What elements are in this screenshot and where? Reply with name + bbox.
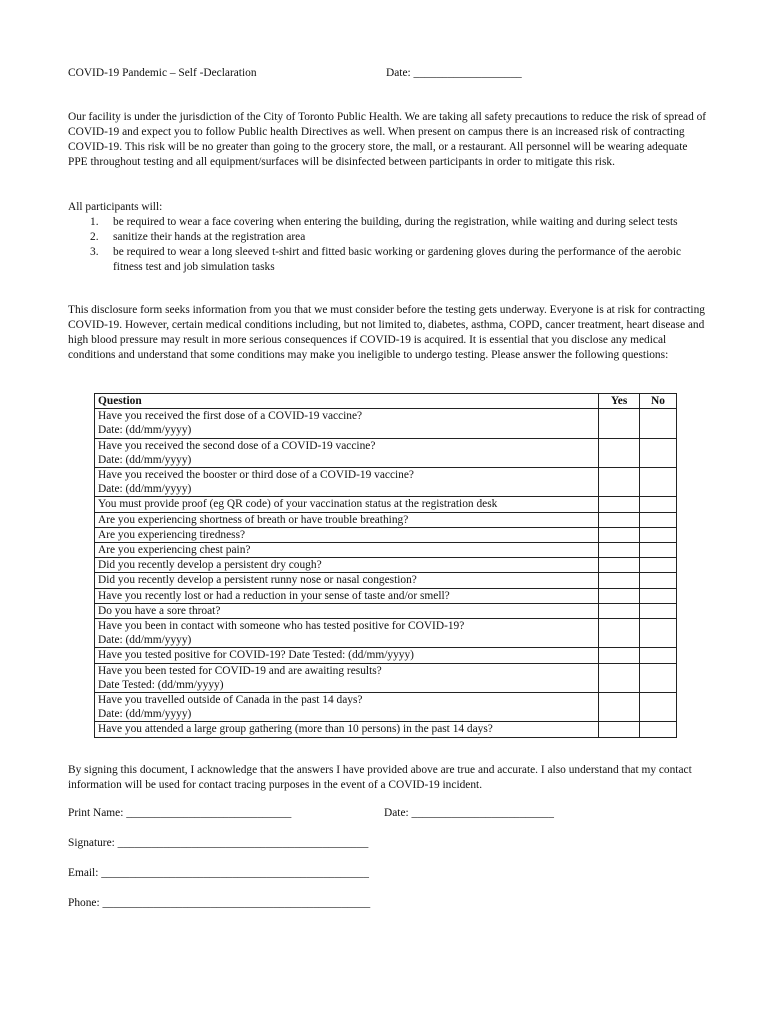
- question-cell: [95, 648, 599, 663]
- table-row: [95, 603, 677, 618]
- table-row: [95, 558, 677, 573]
- table-row: [95, 663, 677, 692]
- questions-table-body: [95, 409, 677, 737]
- no-answer-cell[interactable]: [640, 497, 677, 512]
- question-text: Did you recently develop a persistent dry cough?: [98, 559, 322, 572]
- question-cell: [95, 619, 599, 648]
- list-number: 1.: [90, 216, 99, 228]
- acknowledgement-paragraph: [68, 763, 708, 793]
- question-text: Date: (dd/mm/yyyy): [98, 708, 192, 721]
- page-header: [68, 66, 708, 82]
- yes-answer-cell[interactable]: [599, 722, 640, 737]
- header-date: [386, 66, 522, 81]
- no-answer-cell[interactable]: [640, 588, 677, 603]
- yes-answer-cell[interactable]: [599, 588, 640, 603]
- question-text: Have you been tested for COVID-19 and are awaiting results?: [98, 664, 382, 677]
- table-row: [95, 468, 677, 497]
- phone-field[interactable]: Phone: _______________________________________________: [68, 897, 371, 909]
- table-row: [95, 588, 677, 603]
- yes-answer-cell[interactable]: [599, 619, 640, 648]
- table-row: [95, 722, 677, 737]
- question-text: Are you experiencing chest pain?: [98, 544, 251, 557]
- disclosure-text: This disclosure form seeks information from you that we must consider before the testing gets underway. Everyone is at risk for contracting COVID-19. However, certain medical conditions including, but not limited to, diabetes, asthma, COPD, cancer treatment, heart disease and high blood pressure may result in more serious consequences if COVID-19 is acquired. It is essential that you disclose any medical conditions and understand that some conditions may make you ineligible to undergo testing. Please answer the following questions:: [68, 304, 705, 361]
- table-row: [95, 497, 677, 512]
- question-cell: [95, 438, 599, 467]
- no-answer-cell[interactable]: [640, 619, 677, 648]
- no-answer-cell[interactable]: [640, 722, 677, 737]
- header-date-label: Date:: [386, 67, 411, 79]
- question-text: Have you recently lost or had a reduction in your sense of taste and/or smell?: [98, 589, 450, 602]
- question-text: Are you experiencing shortness of breath or have trouble breathing?: [98, 513, 409, 526]
- no-answer-cell[interactable]: [640, 438, 677, 467]
- yes-answer-cell[interactable]: [599, 693, 640, 722]
- table-row: [95, 543, 677, 558]
- table-row: [95, 619, 677, 648]
- yes-answer-cell[interactable]: [599, 603, 640, 618]
- no-answer-cell[interactable]: [640, 468, 677, 497]
- no-answer-cell[interactable]: [640, 693, 677, 722]
- question-cell: [95, 573, 599, 588]
- question-text: Have you tested positive for COVID-19? Date Tested: (dd/mm/yyyy): [98, 649, 414, 662]
- question-cell: [95, 588, 599, 603]
- question-cell: [95, 558, 599, 573]
- intro-text: Our facility is under the jurisdiction of the City of Toronto Public Health. We are taking all safety precautions to reduce the risk of spread of COVID-19 and expect you to follow Public health Directives as well. When present on campus there is an increased risk of contracting COVID-19. This risk will be no greater than going to the grocery store, the mall, or a restaurant. All personnel will be wearing adequate PPE throughout testing and all equipment/surfaces will be disinfected between participants in order to mitigate this risk.: [68, 111, 707, 168]
- question-text: You must provide proof (eg QR code) of your vaccination status at the registration desk: [98, 498, 498, 511]
- question-cell: [95, 722, 599, 737]
- yes-answer-cell[interactable]: [599, 497, 640, 512]
- no-answer-cell[interactable]: [640, 558, 677, 573]
- table-row: [95, 527, 677, 542]
- question-text: Date: (dd/mm/yyyy): [98, 634, 192, 647]
- yes-answer-cell[interactable]: [599, 648, 640, 663]
- question-cell: [95, 512, 599, 527]
- yes-answer-cell[interactable]: [599, 558, 640, 573]
- table-row: [95, 438, 677, 467]
- yes-answer-cell[interactable]: [599, 409, 640, 438]
- acknowledgement-text: By signing this document, I acknowledge that the answers I have provided above are true and accurate. I also understand that my contact information will be used for contact tracing purposes in the event of a COVID-19 incident.: [68, 764, 692, 791]
- list-item: [68, 245, 708, 275]
- question-text: Date: (dd/mm/yyyy): [98, 424, 192, 437]
- column-header-question: Question: [95, 394, 599, 409]
- no-answer-cell[interactable]: [640, 603, 677, 618]
- participants-heading: All participants will:: [68, 201, 163, 213]
- yes-answer-cell[interactable]: [599, 468, 640, 497]
- yes-answer-cell[interactable]: [599, 663, 640, 692]
- signature-field[interactable]: Signature: ____________________________________________: [68, 837, 369, 849]
- no-answer-cell[interactable]: [640, 527, 677, 542]
- list-number: 2.: [90, 231, 99, 243]
- list-item-text: sanitize their hands at the registration area: [113, 231, 306, 243]
- question-text: Have you received the second dose of a COVID-19 vaccine?: [98, 439, 376, 452]
- document-title: COVID-19 Pandemic – Self -Declaration: [68, 67, 257, 79]
- header-date-line[interactable]: ___________________: [413, 67, 522, 79]
- table-row: [95, 648, 677, 663]
- question-text: Date Tested: (dd/mm/yyyy): [98, 678, 224, 691]
- question-text: Did you recently develop a persistent runny nose or nasal congestion?: [98, 574, 417, 587]
- signing-date-field[interactable]: Date: _________________________: [384, 807, 554, 819]
- question-cell: [95, 663, 599, 692]
- table-row: [95, 693, 677, 722]
- yes-answer-cell[interactable]: [599, 512, 640, 527]
- question-cell: [95, 409, 599, 438]
- no-answer-cell[interactable]: [640, 648, 677, 663]
- question-cell: [95, 497, 599, 512]
- yes-answer-cell[interactable]: [599, 543, 640, 558]
- list-number: 3.: [90, 246, 99, 258]
- print-name-field[interactable]: Print Name: _____________________________: [68, 807, 292, 819]
- question-text: Have you received the first dose of a COVID-19 vaccine?: [98, 410, 363, 423]
- table-row: [95, 573, 677, 588]
- question-text: Date: (dd/mm/yyyy): [98, 453, 192, 466]
- column-header-yes: Yes: [599, 394, 640, 409]
- email-field[interactable]: Email: _______________________________________________: [68, 867, 369, 879]
- yes-answer-cell[interactable]: [599, 527, 640, 542]
- yes-answer-cell[interactable]: [599, 438, 640, 467]
- list-item-text: be required to wear a face covering when entering the building, during the registration, while waiting and during select tests: [113, 216, 678, 228]
- question-text: Have you attended a large group gathering (more than 10 persons) in the past 14 days?: [98, 723, 493, 736]
- yes-answer-cell[interactable]: [599, 573, 640, 588]
- question-text: Have you travelled outside of Canada in the past 14 days?: [98, 694, 363, 707]
- no-answer-cell[interactable]: [640, 663, 677, 692]
- table-header-row: [95, 394, 677, 409]
- list-item: [68, 230, 708, 245]
- table-row: [95, 409, 677, 438]
- question-text: Do you have a sore throat?: [98, 604, 221, 617]
- question-cell: [95, 543, 599, 558]
- question-cell: [95, 468, 599, 497]
- intro-paragraph: [68, 110, 708, 170]
- question-text: Have you been in contact with someone who has tested positive for COVID-19?: [98, 620, 465, 633]
- no-answer-cell[interactable]: [640, 573, 677, 588]
- question-text: Have you received the booster or third dose of a COVID-19 vaccine?: [98, 469, 414, 482]
- disclosure-paragraph: [68, 303, 708, 363]
- question-cell: [95, 693, 599, 722]
- question-cell: [95, 603, 599, 618]
- question-cell: [95, 527, 599, 542]
- table-row: [95, 512, 677, 527]
- questions-table: [94, 393, 677, 738]
- list-item-text: be required to wear a long sleeved t-shirt and fitted basic working or gardening gloves during the performance of the aerobic fitness test and job simulation tasks: [113, 246, 682, 273]
- list-item: [68, 215, 708, 230]
- question-text: Date: (dd/mm/yyyy): [98, 483, 192, 496]
- no-answer-cell[interactable]: [640, 512, 677, 527]
- question-text: Are you experiencing tiredness?: [98, 528, 246, 541]
- no-answer-cell[interactable]: [640, 543, 677, 558]
- participants-list: [68, 215, 708, 275]
- column-header-no: No: [640, 394, 677, 409]
- participants-section: [68, 200, 708, 275]
- no-answer-cell[interactable]: [640, 409, 677, 438]
